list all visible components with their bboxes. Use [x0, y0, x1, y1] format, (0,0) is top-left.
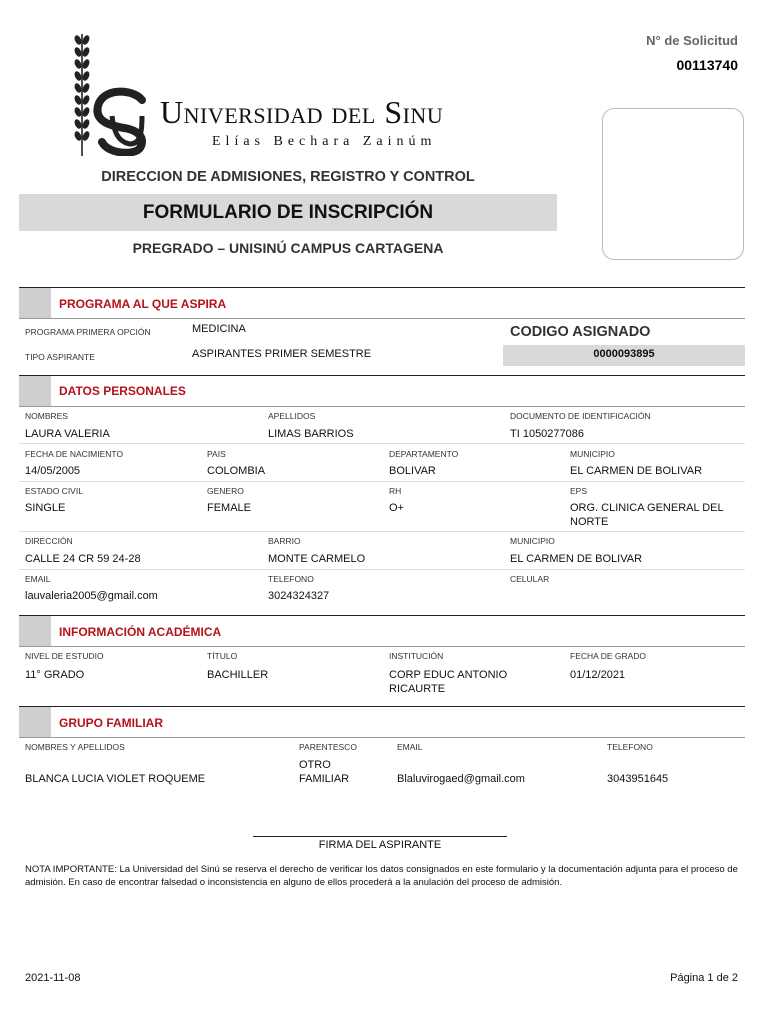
- section-underline: [19, 318, 745, 319]
- departamento-value: BOLIVAR: [389, 465, 436, 477]
- section-marker: [19, 616, 51, 647]
- footer-page-number: Página 1 de 2: [670, 972, 738, 984]
- university-logo: [66, 30, 506, 160]
- programa-primera-value: MEDICINA: [192, 323, 246, 335]
- titulo-value: BACHILLER: [207, 669, 269, 681]
- email-value: lauvaleria2005@gmail.com: [25, 590, 158, 602]
- celular-label: CELULAR: [510, 574, 550, 584]
- familiar-nombres-value: BLANCA LUCIA VIOLET ROQUEME: [25, 773, 206, 785]
- pais-label: PAIS: [207, 449, 226, 459]
- wheat-icon: [70, 30, 94, 158]
- estado-civil-value: SINGLE: [25, 502, 66, 514]
- programa-primera-label: PROGRAMA PRIMERA OPCIÓN: [25, 327, 151, 337]
- pais-value: COLOMBIA: [207, 465, 266, 477]
- nivel-estudio-value: 11° GRADO: [25, 669, 85, 681]
- codigo-asignado-label: CODIGO ASIGNADO: [510, 324, 651, 340]
- nombres-value: LAURA VALERIA: [25, 428, 110, 440]
- section-divider: [19, 375, 745, 376]
- footer-date: 2021-11-08: [25, 972, 81, 984]
- institucion-value: CORP EDUC ANTONIO RICAURTE: [389, 669, 508, 695]
- section-divider: [19, 287, 745, 288]
- section-title-familiar: GRUPO FAMILIAR: [59, 716, 163, 730]
- section-underline: [19, 737, 745, 738]
- familiar-telefono-value: 3043951645: [607, 773, 669, 785]
- direccion-label: DIRECCIÓN: [25, 536, 73, 546]
- estado-civil-label: ESTADO CIVIL: [25, 486, 83, 496]
- solicitud-label: N° de Solicitud: [646, 33, 738, 48]
- genero-label: GENERO: [207, 486, 244, 496]
- section-underline: [19, 646, 745, 647]
- section-divider: [19, 706, 745, 707]
- row-divider: [19, 569, 745, 570]
- section-marker: [19, 376, 51, 407]
- tipo-aspirante-label: TIPO ASPIRANTE: [25, 352, 95, 362]
- tipo-aspirante-value: ASPIRANTES PRIMER SEMESTRE: [192, 348, 372, 360]
- row-divider: [19, 481, 745, 482]
- form-subtitle: PREGRADO – UNISINÚ CAMPUS CARTAGENA: [132, 240, 444, 256]
- signature-label: FIRMA DEL ASPIRANTE: [318, 839, 442, 851]
- university-subtitle: Elías Bechara Zainúm: [212, 134, 437, 149]
- solicitud-number: 00113740: [676, 57, 738, 73]
- eps-label: EPS: [570, 486, 588, 496]
- familiar-parentesco-header: PARENTESCO: [299, 742, 357, 752]
- telefono-label: TELEFONO: [268, 574, 314, 584]
- form-title: FORMULARIO DE INSCRIPCIÓN: [142, 202, 434, 223]
- institucion-label: INSTITUCIÓN: [389, 651, 444, 661]
- familiar-telefono-header: TELEFONO: [607, 742, 653, 752]
- section-underline: [19, 406, 745, 407]
- university-emblem-icon: [92, 86, 156, 156]
- municipio-label: MUNICIPIO: [570, 449, 615, 459]
- fecha-nacimiento-value: 14/05/2005: [25, 465, 81, 477]
- codigo-asignado-value: 0000093895: [593, 348, 655, 360]
- important-note: NOTA IMPORTANTE: La Universidad del Sinú se reserva el derecho de verificar los datos consignados en este formulario y la documentación adjunta para el proceso de admisión. En caso de encontrar falsedad o inconsistencia en alguno de ellos procederá a la anulación del proceso de admisión.: [25, 864, 738, 888]
- familiar-nombres-header: NOMBRES Y APELLIDOS: [25, 742, 125, 752]
- section-marker: [19, 288, 51, 319]
- university-name: Universidad del Sinu: [160, 94, 444, 130]
- section-divider: [19, 615, 745, 616]
- fecha-grado-label: FECHA DE GRADO: [570, 651, 647, 661]
- eps-value: ORG. CLINICA GENERAL DEL NORTE: [570, 502, 724, 528]
- section-title-academica: INFORMACIÓN ACADÉMICA: [59, 625, 222, 639]
- nivel-estudio-label: NIVEL DE ESTUDIO: [25, 651, 104, 661]
- fecha-grado-value: 01/12/2021: [570, 669, 626, 681]
- barrio-label: BARRIO: [268, 536, 301, 546]
- apellidos-value: LIMAS BARRIOS: [268, 428, 354, 440]
- genero-value: FEMALE: [207, 502, 252, 514]
- row-divider: [19, 443, 745, 444]
- email-label: EMAIL: [25, 574, 51, 584]
- familiar-email-header: EMAIL: [397, 742, 423, 752]
- municipio-residencia-value: EL CARMEN DE BOLIVAR: [510, 553, 643, 565]
- section-title-programa: PROGRAMA AL QUE ASPIRA: [59, 297, 227, 311]
- documento-label: DOCUMENTO DE IDENTIFICACIÓN: [510, 411, 651, 421]
- telefono-value: 3024324327: [268, 590, 330, 602]
- nombres-label: NOMBRES: [25, 411, 68, 421]
- department-title: DIRECCION DE ADMISIONES, REGISTRO Y CONTROL: [101, 169, 475, 185]
- titulo-label: TÍTULO: [207, 651, 238, 661]
- photo-box: [602, 108, 744, 260]
- familiar-email-value: Blaluvirogaed@gmail.com: [397, 773, 525, 785]
- rh-label: RH: [389, 486, 402, 496]
- direccion-value: CALLE 24 CR 59 24-28: [25, 553, 141, 565]
- section-marker: [19, 707, 51, 738]
- signature-line: [253, 836, 507, 837]
- familiar-parentesco-value: OTRO FAMILIAR: [299, 759, 350, 785]
- section-title-personales: DATOS PERSONALES: [59, 384, 186, 398]
- documento-value: TI 1050277086: [510, 428, 585, 440]
- municipio-value: EL CARMEN DE BOLIVAR: [570, 465, 703, 477]
- municipio-residencia-label: MUNICIPIO: [510, 536, 555, 546]
- rh-value: O+: [389, 502, 404, 514]
- fecha-nacimiento-label: FECHA DE NACIMIENTO: [25, 449, 124, 459]
- row-divider: [19, 531, 745, 532]
- barrio-value: MONTE CARMELO: [268, 553, 366, 565]
- departamento-label: DEPARTAMENTO: [389, 449, 459, 459]
- apellidos-label: APELLIDOS: [268, 411, 316, 421]
